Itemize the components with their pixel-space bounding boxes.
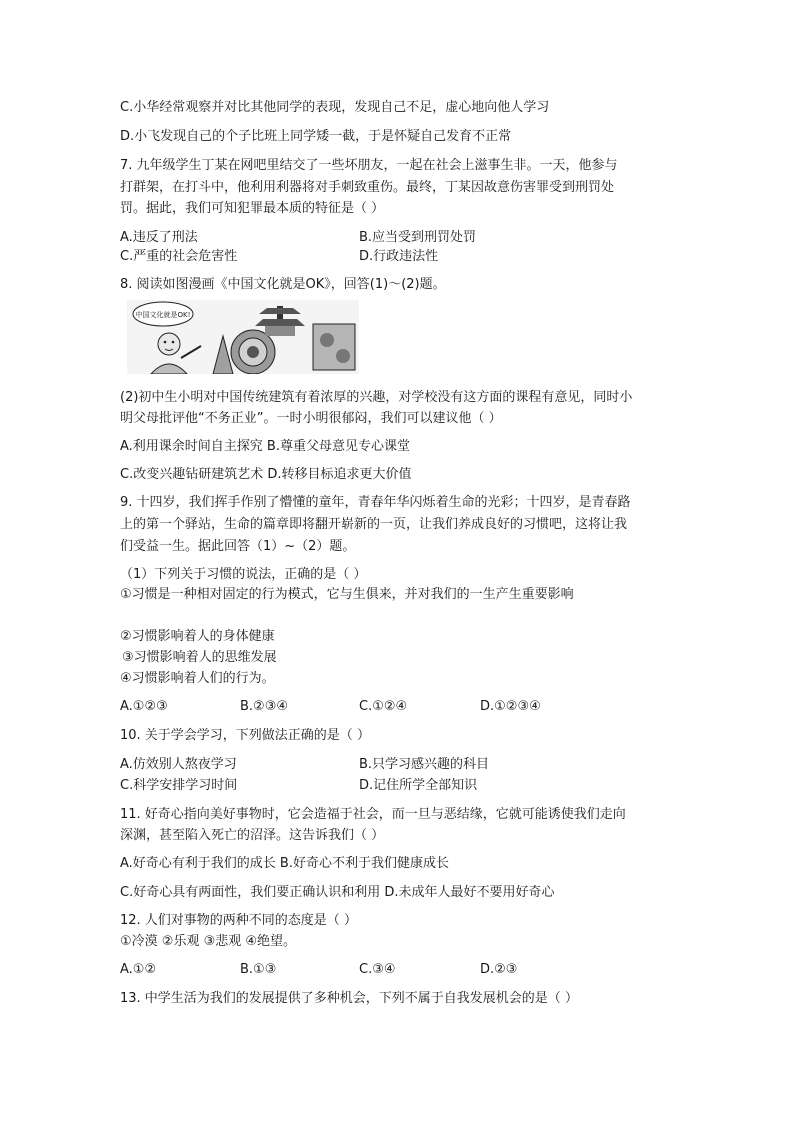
q8-stem: 8. 阅读如图漫画《中国文化就是OK》，回答(1)～(2)题。 xyxy=(120,277,446,292)
q9-statement-1: ①习惯是一种相对固定的行为模式，它与生俱来，并对我们的一生产生重要影响 xyxy=(120,587,574,602)
q7-option-b: B.应当受到刑罚处罚 xyxy=(359,230,477,245)
q8-sub2-line2: 明父母批评他“不务正业”。一时小明很郁闷，我们可以建议他（ ） xyxy=(120,411,502,426)
q9-option-a: A.①②③ xyxy=(120,699,168,714)
q10-option-d: D.记住所学全部知识 xyxy=(359,778,478,793)
q10-stem: 10. 关于学会学习，下列做法正确的是（ ） xyxy=(120,728,370,743)
q10-option-c: C.科学安排学习时间 xyxy=(120,778,238,793)
cartoon-caption: 中国文化就是OK! xyxy=(135,311,191,319)
q11-stem-line1: 11. 好奇心指向美好事物时，它会造福于社会，而一旦与恶结缘，它就可能诱使我们走向 xyxy=(120,807,626,822)
q6-option-c: C.小华经常观察并对比其他同学的表现，发现自己不足，虚心地向他人学习 xyxy=(120,100,550,115)
q10-option-a: A.仿效别人熬夜学习 xyxy=(120,757,237,772)
q12-option-b: B.①③ xyxy=(240,962,277,977)
cartoon-image xyxy=(127,300,359,374)
q8-options-line2: C.改变兴趣钻研建筑艺术 D.转移目标追求更大价值 xyxy=(120,467,412,482)
q11-stem-line2: 深渊，甚至陷入死亡的沼泽。这告诉我们（ ） xyxy=(120,828,385,843)
q12-option-d: D.②③ xyxy=(480,962,518,977)
q6-option-d: D.小飞发现自己的个子比班上同学矮一截，于是怀疑自己发育不正常 xyxy=(120,129,512,144)
q7-option-c: C.严重的社会危害性 xyxy=(120,249,238,264)
q11-options-line2: C.好奇心具有两面性，我们要正确认识和利用 D.未成年人最好不要用好奇心 xyxy=(120,885,555,900)
q9-stem-line2: 上的第一个驿站，生命的篇章即将翻开崭新的一页，让我们养成良好的习惯吧，这将让我 xyxy=(120,517,628,532)
q9-statement-2: ②习惯影响着人的身体健康 xyxy=(120,629,275,644)
q8-options-line1: A.利用课余时间自主探究 B.尊重父母意见专心课堂 xyxy=(120,439,410,454)
q12-items: ①冷漠 ②乐观 ③悲观 ④绝望。 xyxy=(120,934,297,949)
q9-stem-line1: 9. 十四岁，我们挥手作别了懵懂的童年，青春年华闪烁着生命的光彩；十四岁，是青春路 xyxy=(120,495,631,510)
q9-option-c: C.①②④ xyxy=(359,699,408,714)
q9-stem-line3: 们受益一生。据此回答（1）~（2）题。 xyxy=(120,539,356,554)
q9-sub1: （1）下列关于习惯的说法，正确的是（ ） xyxy=(120,567,367,582)
q12-option-c: C.③④ xyxy=(359,962,396,977)
q7-option-d: D.行政违法性 xyxy=(359,249,439,264)
q10-option-b: B.只学习感兴趣的科目 xyxy=(359,757,490,772)
q13-stem: 13. 中学生活为我们的发展提供了多种机会，下列不属于自我发展机会的是（ ） xyxy=(120,991,578,1006)
q7-stem-line2: 打群架，在打斗中，他利用利器将对手刺致重伤。最终，丁某因故意伤害罪受到刑罚处 xyxy=(120,180,615,195)
q11-options-line1: A.好奇心有利于我们的成长 B.好奇心不利于我们健康成长 xyxy=(120,856,449,871)
q8-sub2-line1: (2)初中生小明对中国传统建筑有着浓厚的兴趣，对学校没有这方面的课程有意见，同时小 xyxy=(120,390,633,405)
q9-statement-4: ④习惯影响着人们的行为。 xyxy=(120,671,275,686)
q7-option-a: A.违反了刑法 xyxy=(120,230,198,245)
q12-option-a: A.①② xyxy=(120,962,157,977)
q7-stem-line3: 罚。据此，我们可知犯罪最本质的特征是（ ） xyxy=(120,201,385,216)
q7-stem-line1: 7. 九年级学生丁某在网吧里结交了一些坏朋友，一起在社会上滋事生非。一天，他参与 xyxy=(120,158,618,173)
q9-option-d: D.①②③④ xyxy=(480,699,541,714)
q9-option-b: B.②③④ xyxy=(240,699,289,714)
q9-statement-3: ③习惯影响着人的思维发展 xyxy=(122,650,277,665)
q12-stem: 12. 人们对事物的两种不同的态度是（ ） xyxy=(120,913,357,928)
